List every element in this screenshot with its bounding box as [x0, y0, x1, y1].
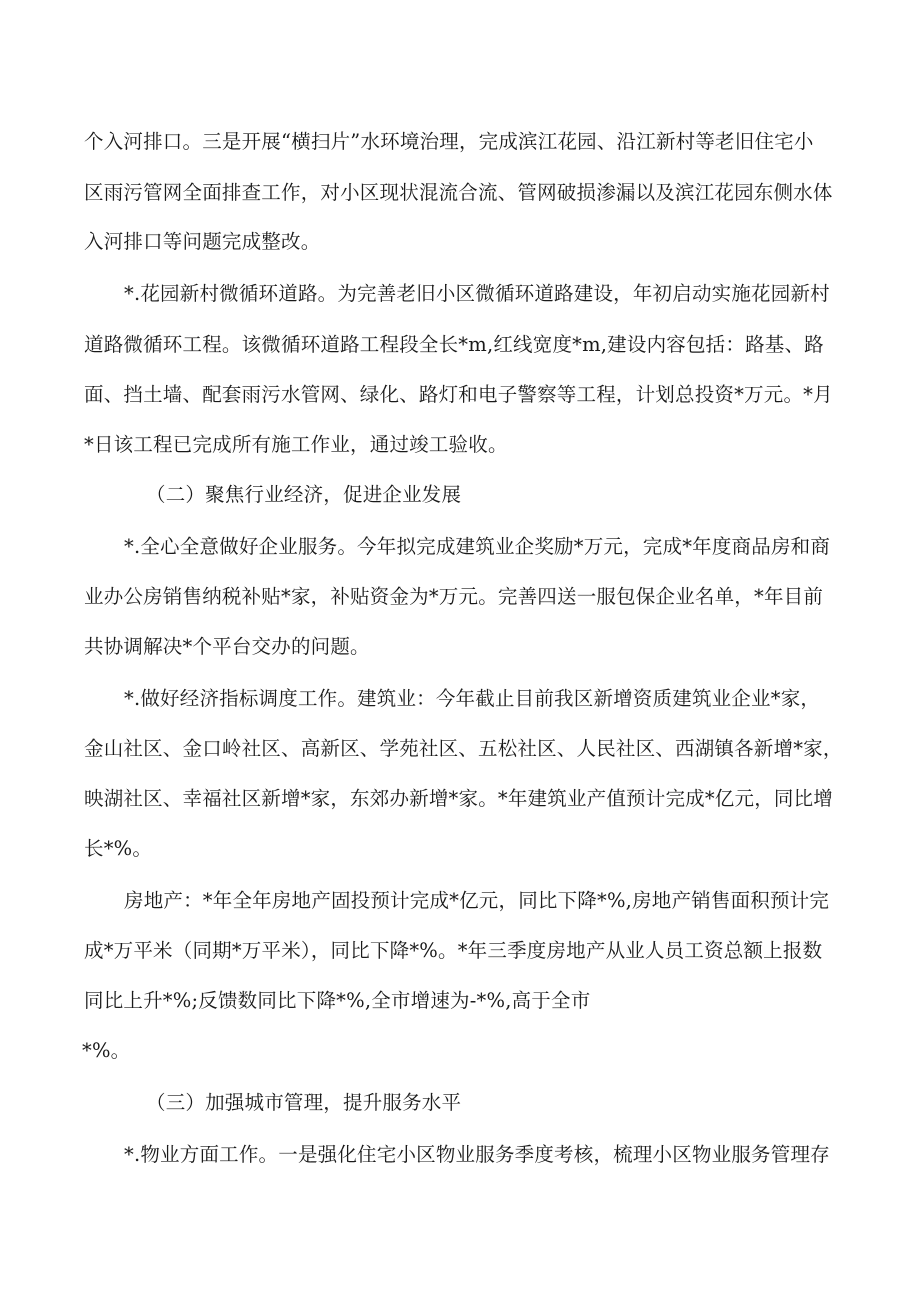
- paragraph-line: 区雨污管网全面排查工作，对小区现状混流合流、管网破损渗漏以及滨江花园东侧水体: [84, 181, 833, 204]
- paragraph-line: 房地产：*年全年房地产固投预计完成*亿元，同比下降*%,房地产销售面积预计完: [124, 889, 830, 912]
- section-heading: （二）聚焦行业经济，促进企业发展: [146, 483, 462, 506]
- paragraph-line: *日该工程已完成所有施工作业，通过竣工验收。: [84, 433, 508, 456]
- paragraph-line: 同比上升*%;反馈数同比下降*%,全市增速为-*%,高于全市: [84, 989, 591, 1012]
- paragraph-line: 金山社区、金口岭社区、高新区、学苑社区、五松社区、人民社区、西湖镇各新增*家，: [84, 737, 843, 760]
- paragraph-line: 映湖社区、幸福社区新增*家，东郊办新增*家。*年建筑业产值预计完成*亿元，同比增: [84, 787, 834, 810]
- paragraph-line: 道路微循环工程。该微循环道路工程段全长*m,红线宽度*m,建设内容包括：路基、路: [84, 333, 824, 356]
- paragraph-line: 入河排口等问题完成整改。: [84, 230, 321, 253]
- paragraph-line: 成*万平米（同期*万平米），同比下降*%。*年三季度房地产从业人员工资总额上报数: [84, 939, 823, 962]
- paragraph-line: *.物业方面工作。一是强化住宅小区物业服务季度考核，梳理小区物业服务管理存: [124, 1143, 830, 1166]
- section-heading: （三）加强城市管理，提升服务水平: [146, 1091, 462, 1114]
- paragraph-line: *.全心全意做好企业服务。今年拟完成建筑业企奖励*万元，完成*年度商品房和商: [124, 535, 831, 558]
- paragraph-line: 面、挡土墙、配套雨污水管网、绿化、路灯和电子警察等工程，计划总投资*万元。*月: [84, 383, 833, 406]
- paragraph-line: 长*%。: [84, 837, 153, 860]
- paragraph-line: *.做好经济指标调度工作。建筑业：今年截止目前我区新增资质建筑业企业*家，: [124, 687, 821, 710]
- paragraph-line: 个入河排口。三是开展“横扫片”水环境治理，完成滨江花园、沿江新村等老旧住宅小: [84, 130, 814, 153]
- paragraph-line: *%。: [82, 1039, 131, 1062]
- paragraph-line: 业办公房销售纳税补贴*家，补贴资金为*万元。完善四送一服包保企业名单，*年目前: [84, 585, 824, 608]
- paragraph-line: *.花园新村微循环道路。为完善老旧小区微循环道路建设，年初启动实施花园新村: [124, 282, 830, 305]
- paragraph-line: 共协调解决*个平台交办的问题。: [84, 635, 370, 658]
